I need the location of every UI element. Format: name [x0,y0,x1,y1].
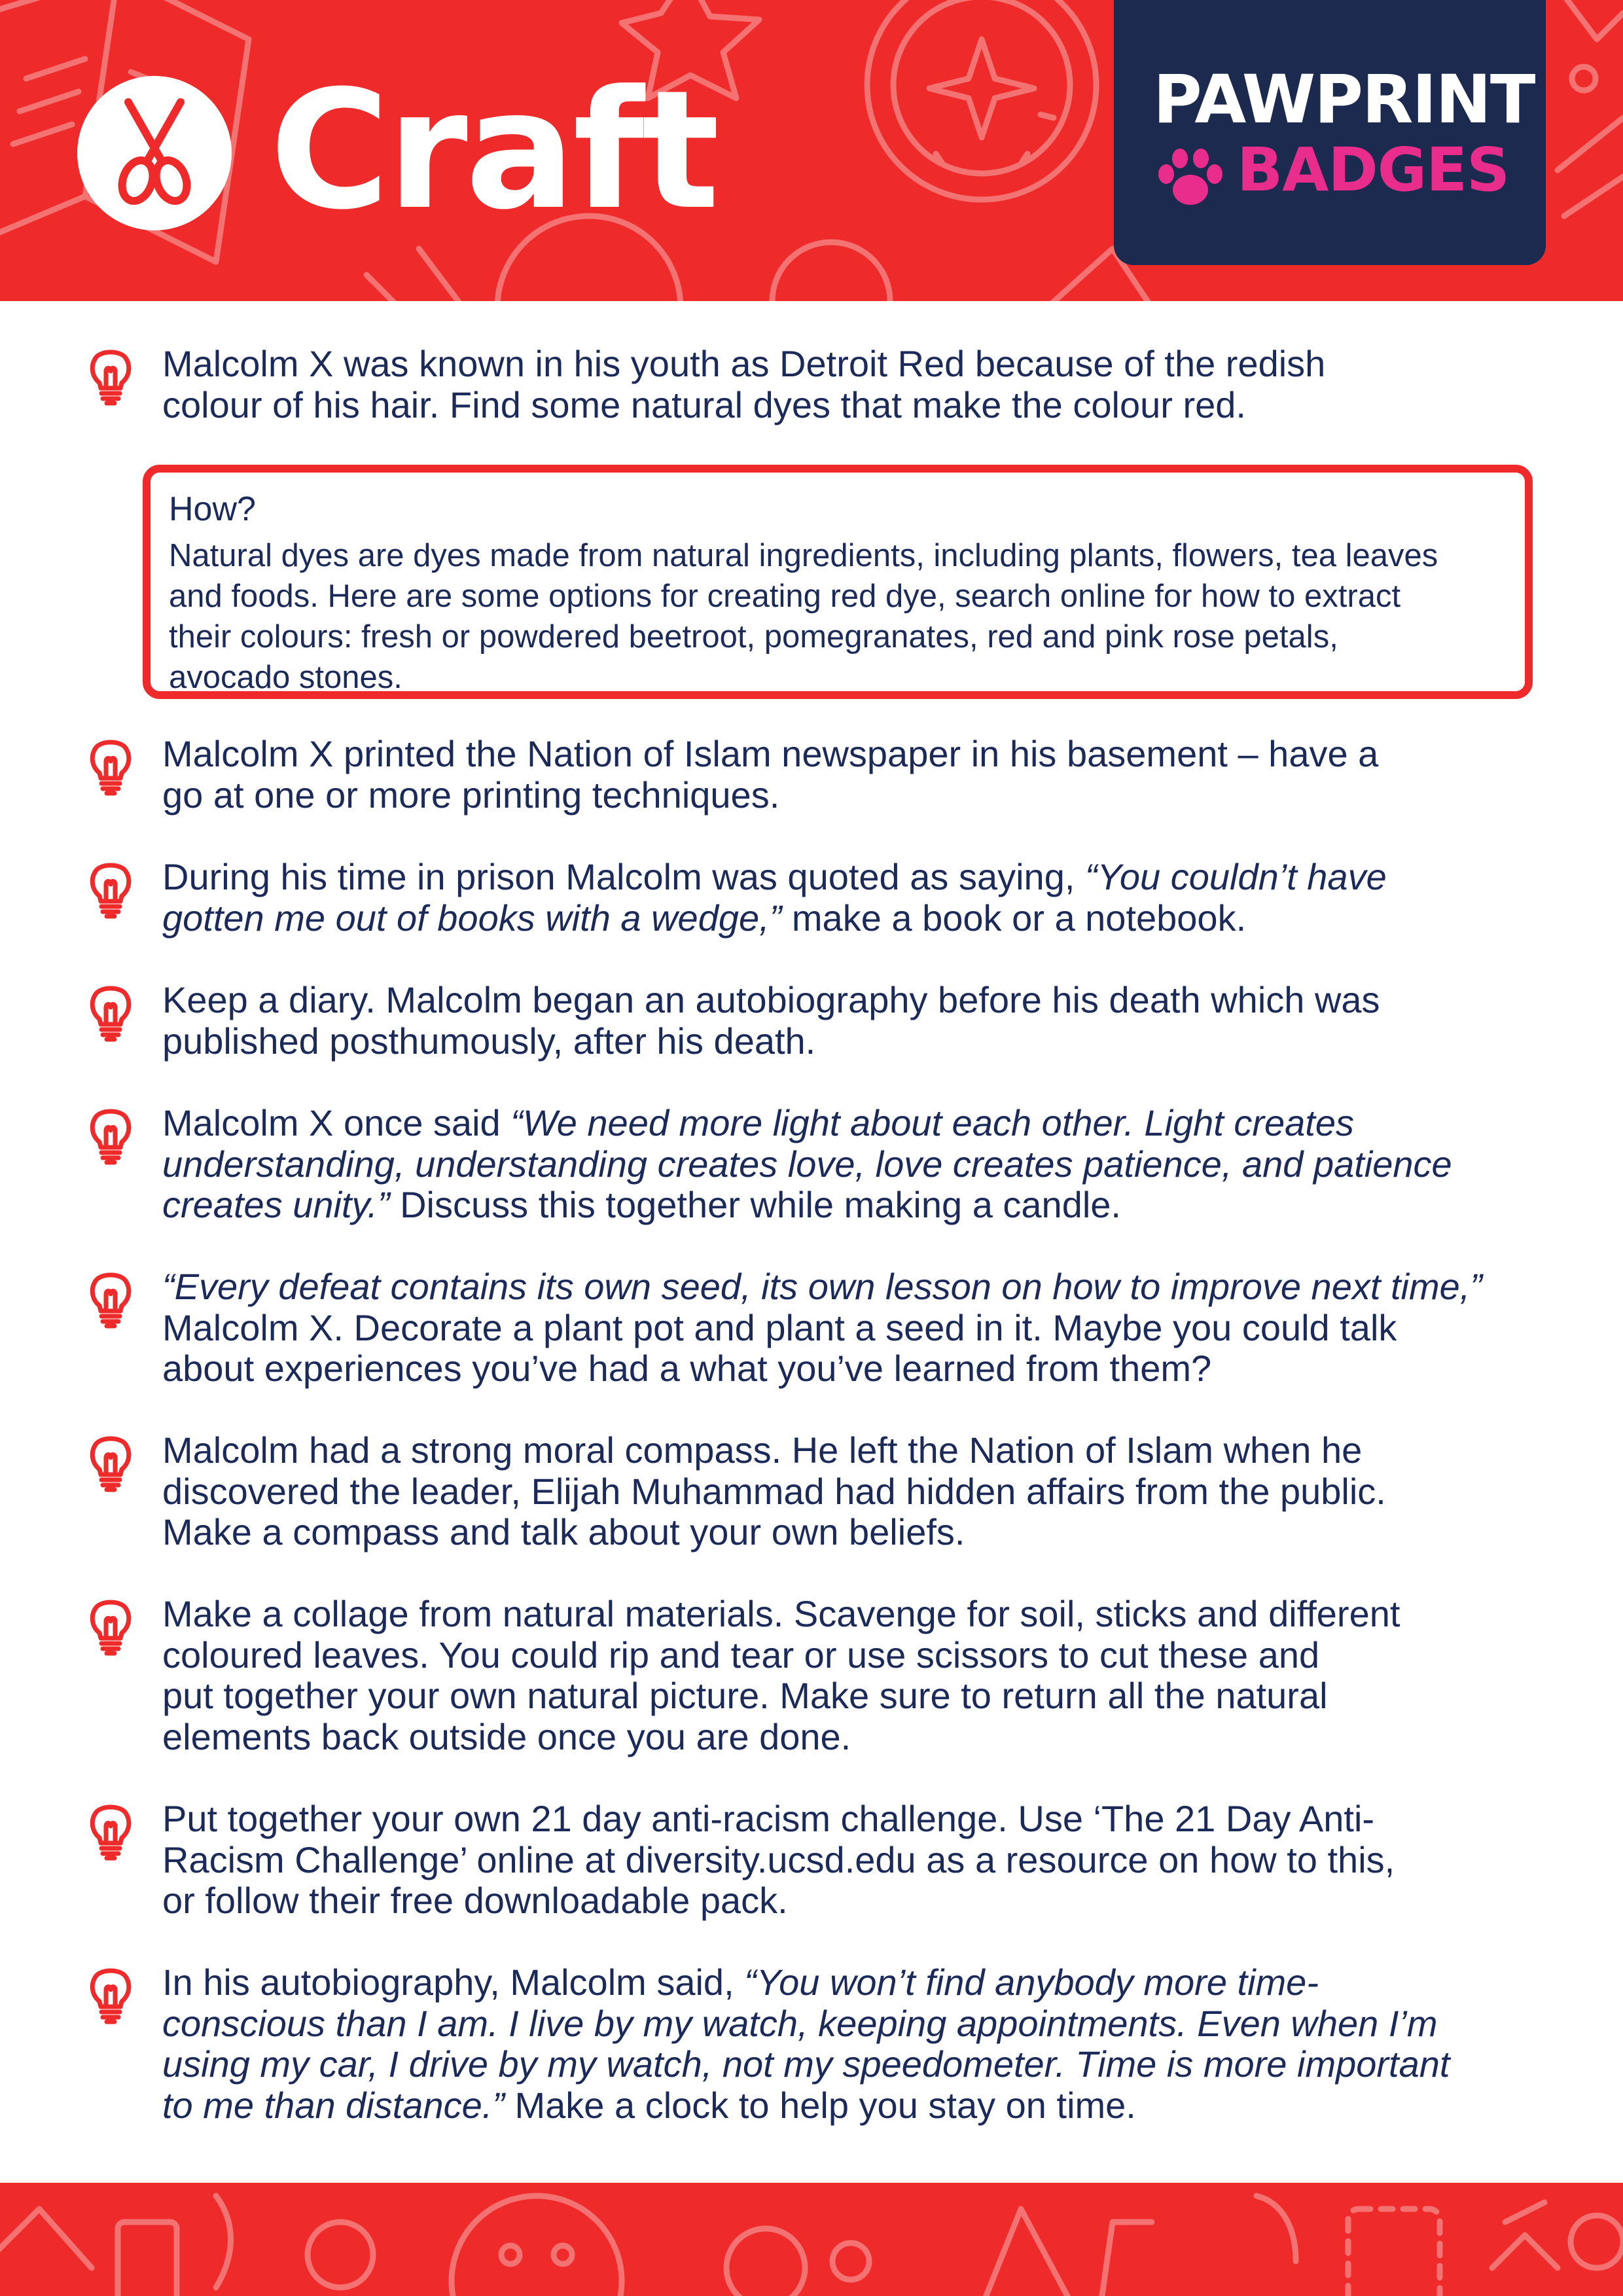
quote-text: using my car, I drive by my watch, not my speedometer. Time is more important [162,2043,1450,2085]
quote-text: to me than distance.” [162,2084,505,2126]
item-text-line: Keep a diary. Malcolm began an autobiography before his death which was [162,979,1380,1020]
quote-text: conscious than I am. I live by my watch, keeping appointments. Even when I’m [162,2002,1438,2044]
how-box-text-line: avocado stones. [169,660,402,695]
lightbulb-icon [89,1269,132,1329]
paw-icon [1154,145,1226,211]
item-text-line [162,2044,1543,2085]
item-text-line: Malcolm had a strong moral compass. He left the Nation of Islam when he [162,1429,1363,1471]
lightbulb-icon [89,859,132,920]
item-text-line: elements back outside once you are done. [162,1715,851,1757]
item-text-line: Make a collage from natural materials. Scavenge for soil, sticks and different [162,1593,1400,1634]
item-text-line: about experiences you’ve had a what you’ve learned from them? [162,1348,1212,1389]
quote-text: gotten me out of books with a wedge,” [162,897,782,939]
lightbulb-icon [89,1105,132,1166]
brand-name-line1: PAWPRINT [1153,61,1535,139]
item-text-line: Malcolm X. Decorate a plant pot and plant a seed in it. Maybe you could talk [162,1306,1397,1348]
item-text-line [162,1266,1543,1308]
lightbulb-icon [89,346,132,406]
item-text-line [162,2003,1543,2045]
item-text-line [162,1144,1543,1185]
item-text-line: discovered the leader, Elijah Muhammad had hidden affairs from the public. [162,1470,1386,1512]
item-text-line: put together your own natural picture. Make sure to return all the natural [162,1675,1328,1716]
header-banner [0,0,1623,301]
quote-text: creates unity.” [162,1184,390,1225]
how-box [143,465,1533,699]
item-text-line: colour of his hair. Find some natural dyes that make the colour red. [162,384,1246,425]
how-box-text-line: and foods. Here are some options for creating red dye, search online for how to extract [169,579,1401,614]
item-text-line: Malcolm X was known in his youth as Detroit Red because of the redish [162,343,1326,384]
item-text-line: During his time in prison Malcolm was quoted as saying, “You couldn’t have [162,856,1387,897]
lightbulb-icon [89,1433,132,1493]
brand-name-line2: BADGES [1237,135,1510,205]
item-text-line: Put together your own 21 day anti-racism challenge. Use ‘The 21 Day Anti- [162,1798,1375,1839]
how-box-title: How? [169,490,256,528]
item-text-line: or follow their free downloadable pack. [162,1880,788,1921]
item-text-line: published posthumously, after his death. [162,1020,816,1062]
item-text-line: creates unity.” Discuss this together while making a candle. [162,1184,1121,1225]
quote-text: “We need more light about each other. Light creates [510,1102,1354,1143]
pawprint-badges-logo [1114,0,1546,265]
item-text-line: coloured leaves. You could rip and tear or use scissors to cut these and [162,1634,1320,1676]
quote-text: understanding, understanding creates love, love creates patience, and patience [162,1143,1452,1185]
lightbulb-icon [89,1596,132,1657]
item-text-line: Make a compass and talk about your own beliefs. [162,1511,965,1552]
item-text-line: go at one or more printing techniques. [162,774,780,816]
item-text-line: Malcolm X printed the Nation of Islam newspaper in his basement – have a [162,733,1379,774]
item-text-line: In his autobiography, Malcolm said, “You won’t find anybody more time- [162,1962,1319,2003]
quote-text: “You won’t find anybody more time- [744,1962,1319,2003]
item-text-line: Racism Challenge’ online at diversity.ucsd.edu as a resource on how to this, [162,1839,1395,1880]
footer-doodle-pattern [0,2183,1623,2296]
item-text-line: gotten me out of books with a wedge,” make a book or a notebook. [162,897,1247,939]
craft-logo-badge [77,76,232,230]
lightbulb-icon [89,1965,132,2025]
item-text-line: Malcolm X once said “We need more light about each other. Light creates [162,1102,1354,1143]
quote-text: “Every defeat contains its own seed, its own lesson on how to improve next time,” [162,1266,1482,1307]
how-box-text-line: Natural dyes are dyes made from natural ingredients, including plants, flowers, tea leaves [169,538,1438,573]
item-text-line: to me than distance.” Make a clock to help you stay on time. [162,2084,1136,2126]
lightbulb-icon [89,736,132,797]
scissors-icon [77,76,232,230]
lightbulb-icon [89,1801,132,1861]
quote-text: “You couldn’t have [1084,856,1387,897]
footer-banner [0,2183,1623,2296]
page-title: Craft [270,55,717,245]
how-box-text-line: their colours: fresh or powdered beetroot, pomegranates, red and pink rose petals, [169,619,1338,655]
lightbulb-icon [89,982,132,1043]
